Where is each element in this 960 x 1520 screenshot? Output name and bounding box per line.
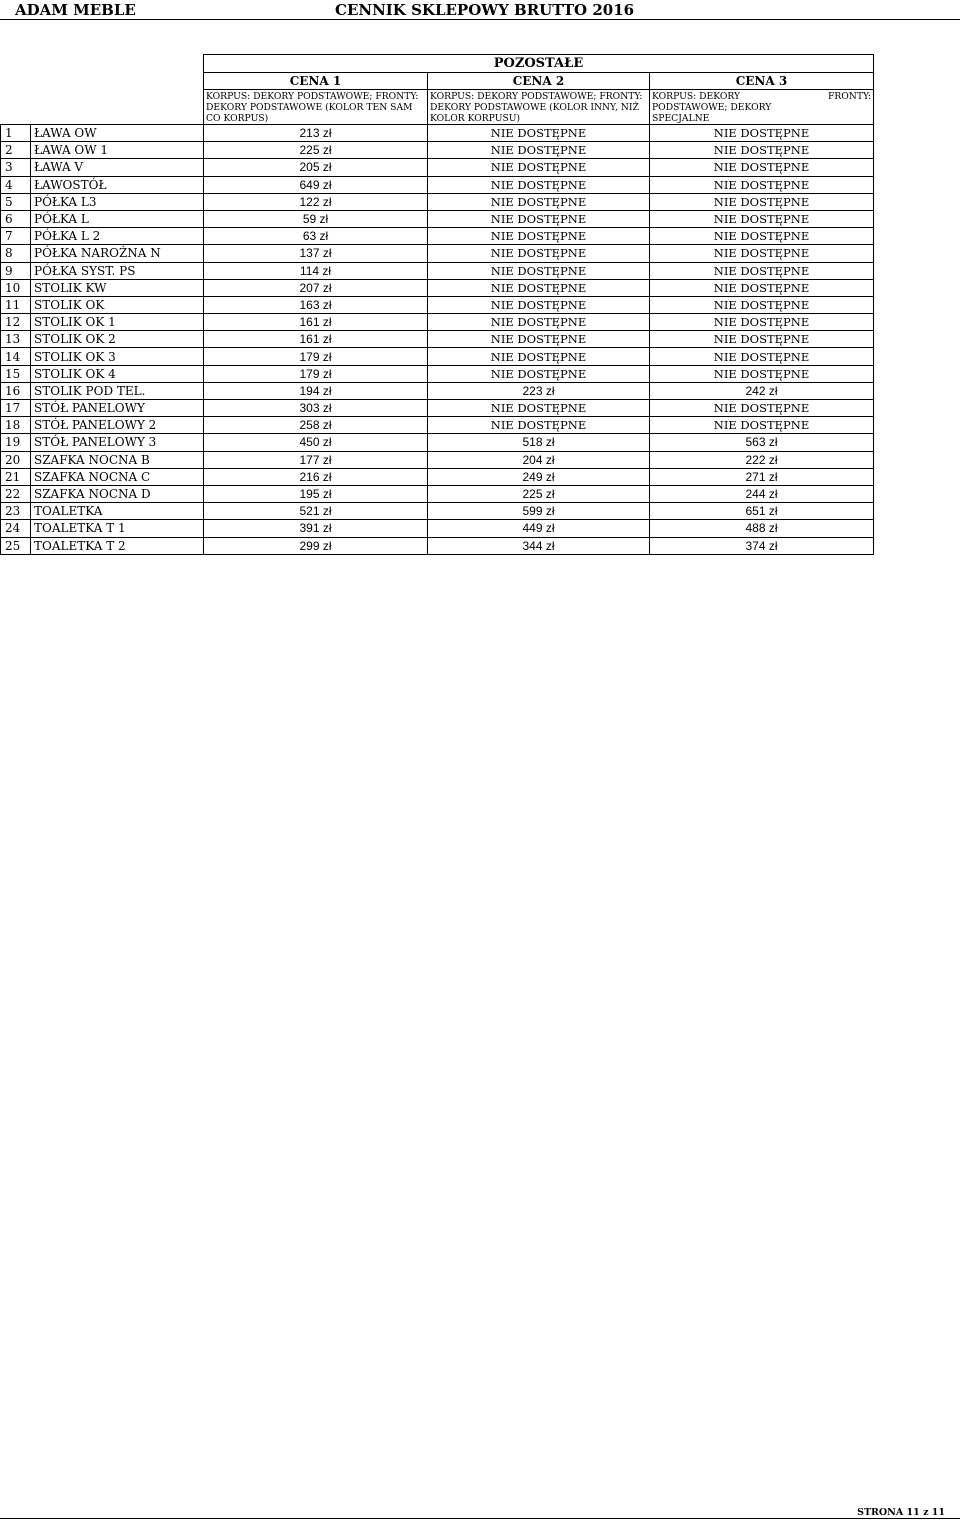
page-header	[0, 0, 960, 20]
row-number: 20	[1, 451, 31, 468]
table-row	[1, 262, 874, 279]
price-cena-2: NIE DOSTĘPNE	[428, 125, 650, 142]
table-row	[1, 296, 874, 313]
price-cena-2: 344 zł	[428, 537, 650, 554]
table-row	[1, 382, 874, 399]
price-cena-3: NIE DOSTĘPNE	[650, 365, 874, 382]
product-name: SZAFKA NOCNA D	[31, 485, 204, 502]
row-number: 6	[1, 210, 31, 227]
price-cena-3: NIE DOSTĘPNE	[650, 400, 874, 417]
price-cena-1: 114 zł	[204, 262, 428, 279]
price-cena-1: 207 zł	[204, 279, 428, 296]
column-desc-cena-2: KORPUS: DEKORY PODSTAWOWE; FRONTY: DEKORY PODSTAWOWE (KOLOR INNY, NIŻ KOLOR KORPUSU)	[428, 90, 650, 125]
price-cena-2: NIE DOSTĘPNE	[428, 314, 650, 331]
row-number: 12	[1, 314, 31, 331]
table-row	[1, 348, 874, 365]
table-row	[1, 537, 874, 554]
column-desc-cena-3-left: KORPUS: DEKORY PODSTAWOWE; DEKORY SPECJALNE	[652, 90, 772, 124]
price-cena-1: 205 zł	[204, 159, 428, 176]
row-number: 8	[1, 245, 31, 262]
price-cena-1: 163 zł	[204, 296, 428, 313]
price-cena-3: NIE DOSTĘPNE	[650, 417, 874, 434]
table-row	[1, 279, 874, 296]
product-name: STOLIK KW	[31, 279, 204, 296]
price-cena-2: 249 zł	[428, 468, 650, 485]
price-cena-1: 303 zł	[204, 400, 428, 417]
table-row	[1, 503, 874, 520]
price-cena-2: NIE DOSTĘPNE	[428, 348, 650, 365]
table-row	[1, 228, 874, 245]
row-number: 14	[1, 348, 31, 365]
product-name: STOLIK OK 4	[31, 365, 204, 382]
product-name: SZAFKA NOCNA B	[31, 451, 204, 468]
price-cena-2: NIE DOSTĘPNE	[428, 279, 650, 296]
price-cena-1: 391 zł	[204, 520, 428, 537]
product-name: TOALETKA T 2	[31, 537, 204, 554]
product-name: STOLIK POD TEL.	[31, 382, 204, 399]
price-cena-1: 161 zł	[204, 331, 428, 348]
price-cena-1: 213 zł	[204, 125, 428, 142]
price-cena-1: 63 zł	[204, 228, 428, 245]
price-cena-1: 258 zł	[204, 417, 428, 434]
price-cena-2: NIE DOSTĘPNE	[428, 365, 650, 382]
product-name: PÓŁKA SYST. PS	[31, 262, 204, 279]
product-name: STÓŁ PANELOWY 2	[31, 417, 204, 434]
price-cena-2: 223 zł	[428, 382, 650, 399]
row-number: 13	[1, 331, 31, 348]
price-cena-3: NIE DOSTĘPNE	[650, 331, 874, 348]
table-row	[1, 176, 874, 193]
row-number: 23	[1, 503, 31, 520]
product-name: PÓŁKA L	[31, 210, 204, 227]
section-title: POZOSTAŁE	[204, 55, 874, 73]
table-row	[1, 314, 874, 331]
row-number: 16	[1, 382, 31, 399]
page-number: STRONA 11 z 11	[857, 1507, 945, 1518]
row-number: 5	[1, 193, 31, 210]
product-name: ŁAWA OW 1	[31, 142, 204, 159]
column-header-cena-3: CENA 3	[650, 73, 874, 90]
price-cena-3: NIE DOSTĘPNE	[650, 296, 874, 313]
price-cena-2: NIE DOSTĘPNE	[428, 228, 650, 245]
footer-rule	[0, 1518, 960, 1519]
price-cena-3: 651 zł	[650, 503, 874, 520]
product-name: ŁAWOSTÓŁ	[31, 176, 204, 193]
price-cena-2: NIE DOSTĘPNE	[428, 331, 650, 348]
price-cena-1: 137 zł	[204, 245, 428, 262]
row-number: 17	[1, 400, 31, 417]
price-rows	[1, 125, 874, 555]
row-number: 15	[1, 365, 31, 382]
price-cena-3: NIE DOSTĘPNE	[650, 210, 874, 227]
price-cena-2: NIE DOSTĘPNE	[428, 176, 650, 193]
price-cena-1: 195 zł	[204, 485, 428, 502]
row-number: 2	[1, 142, 31, 159]
price-cena-2: 449 zł	[428, 520, 650, 537]
price-cena-1: 179 zł	[204, 348, 428, 365]
price-cena-3: NIE DOSTĘPNE	[650, 228, 874, 245]
price-cena-3: 244 zł	[650, 485, 874, 502]
row-number: 1	[1, 125, 31, 142]
product-name: STÓŁ PANELOWY 3	[31, 434, 204, 451]
price-cena-2: NIE DOSTĘPNE	[428, 245, 650, 262]
product-name: TOALETKA	[31, 503, 204, 520]
document-title: CENNIK SKLEPOWY BRUTTO 2016	[335, 1, 635, 19]
price-cena-2: NIE DOSTĘPNE	[428, 400, 650, 417]
product-name: TOALETKA T 1	[31, 520, 204, 537]
price-cena-2: 225 zł	[428, 485, 650, 502]
price-cena-2: 204 zł	[428, 451, 650, 468]
table-row	[1, 400, 874, 417]
product-name: STOLIK OK	[31, 296, 204, 313]
price-cena-2: NIE DOSTĘPNE	[428, 210, 650, 227]
product-name: STOLIK OK 1	[31, 314, 204, 331]
price-cena-3: NIE DOSTĘPNE	[650, 348, 874, 365]
product-name: ŁAWA V	[31, 159, 204, 176]
product-name: PÓŁKA L3	[31, 193, 204, 210]
price-table	[0, 54, 874, 555]
price-cena-2: NIE DOSTĘPNE	[428, 296, 650, 313]
row-number: 25	[1, 537, 31, 554]
row-number: 18	[1, 417, 31, 434]
price-cena-1: 59 zł	[204, 210, 428, 227]
table-row	[1, 193, 874, 210]
price-cena-3: 271 zł	[650, 468, 874, 485]
price-cena-1: 450 zł	[204, 434, 428, 451]
column-header-cena-1: CENA 1	[204, 73, 428, 90]
table-row	[1, 159, 874, 176]
price-cena-2: NIE DOSTĘPNE	[428, 193, 650, 210]
price-cena-3: NIE DOSTĘPNE	[650, 176, 874, 193]
table-row	[1, 485, 874, 502]
product-name: SZAFKA NOCNA C	[31, 468, 204, 485]
product-name: STÓŁ PANELOWY	[31, 400, 204, 417]
price-cena-3: NIE DOSTĘPNE	[650, 245, 874, 262]
row-number: 11	[1, 296, 31, 313]
table-row	[1, 468, 874, 485]
price-cena-3: 563 zł	[650, 434, 874, 451]
row-number: 19	[1, 434, 31, 451]
row-number: 21	[1, 468, 31, 485]
brand-name: ADAM MEBLE	[15, 1, 136, 19]
price-cena-3: NIE DOSTĘPNE	[650, 314, 874, 331]
column-desc-cena-1: KORPUS: DEKORY PODSTAWOWE; FRONTY: DEKORY PODSTAWOWE (KOLOR TEN SAM CO KORPUS)	[204, 90, 428, 125]
price-cena-3: 374 zł	[650, 537, 874, 554]
product-name: STOLIK OK 2	[31, 331, 204, 348]
price-cena-2: NIE DOSTĘPNE	[428, 142, 650, 159]
table-row	[1, 125, 874, 142]
price-cena-2: 518 zł	[428, 434, 650, 451]
price-cena-2: NIE DOSTĘPNE	[428, 417, 650, 434]
price-cena-3: 222 zł	[650, 451, 874, 468]
row-number: 4	[1, 176, 31, 193]
row-number: 9	[1, 262, 31, 279]
table-row	[1, 451, 874, 468]
header-rule	[0, 19, 960, 20]
row-number: 10	[1, 279, 31, 296]
column-desc-cena-3-right: FRONTY:	[827, 90, 871, 102]
price-cena-3: NIE DOSTĘPNE	[650, 142, 874, 159]
price-cena-1: 649 zł	[204, 176, 428, 193]
table-row	[1, 210, 874, 227]
price-cena-3: NIE DOSTĘPNE	[650, 125, 874, 142]
table-row	[1, 331, 874, 348]
table-row	[1, 365, 874, 382]
price-cena-3: NIE DOSTĘPNE	[650, 262, 874, 279]
price-cena-1: 122 zł	[204, 193, 428, 210]
product-name: PÓŁKA L 2	[31, 228, 204, 245]
price-cena-2: NIE DOSTĘPNE	[428, 159, 650, 176]
row-number: 22	[1, 485, 31, 502]
price-cena-2: 599 zł	[428, 503, 650, 520]
price-cena-1: 225 zł	[204, 142, 428, 159]
table-row	[1, 520, 874, 537]
price-cena-3: 242 zł	[650, 382, 874, 399]
row-number: 24	[1, 520, 31, 537]
column-header-cena-2: CENA 2	[428, 73, 650, 90]
table-row	[1, 417, 874, 434]
price-cena-3: NIE DOSTĘPNE	[650, 193, 874, 210]
table-row	[1, 245, 874, 262]
row-number: 3	[1, 159, 31, 176]
price-cena-3: NIE DOSTĘPNE	[650, 279, 874, 296]
price-cena-1: 161 zł	[204, 314, 428, 331]
price-cena-1: 194 zł	[204, 382, 428, 399]
price-cena-1: 299 zł	[204, 537, 428, 554]
price-cena-2: NIE DOSTĘPNE	[428, 262, 650, 279]
table-row	[1, 142, 874, 159]
price-cena-1: 177 zł	[204, 451, 428, 468]
product-name: STOLIK OK 3	[31, 348, 204, 365]
price-cena-3: 488 zł	[650, 520, 874, 537]
price-cena-1: 179 zł	[204, 365, 428, 382]
price-cena-3: NIE DOSTĘPNE	[650, 159, 874, 176]
product-name: ŁAWA OW	[31, 125, 204, 142]
price-cena-1: 521 zł	[204, 503, 428, 520]
column-desc-cena-3	[650, 90, 874, 125]
price-cena-1: 216 zł	[204, 468, 428, 485]
product-name: PÓŁKA NAROŻNA N	[31, 245, 204, 262]
row-number: 7	[1, 228, 31, 245]
table-row	[1, 434, 874, 451]
